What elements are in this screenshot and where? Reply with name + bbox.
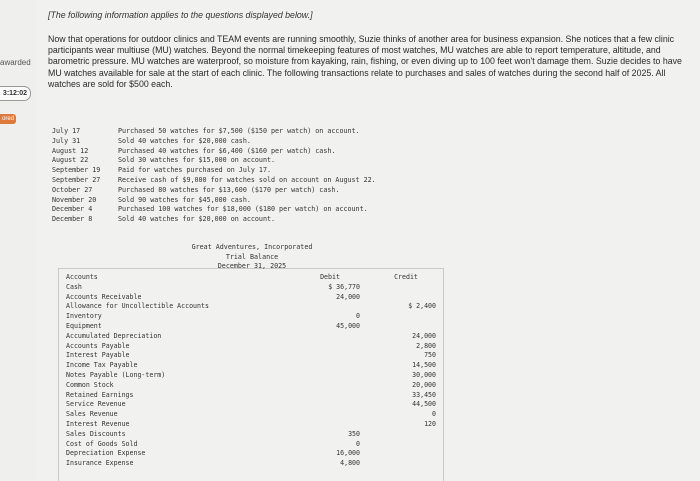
transaction-text: Purchased 80 watches for $13,600 ($170 per watch) cash. [118, 185, 340, 194]
table-row [66, 332, 436, 342]
table-header-row [66, 273, 436, 283]
transaction-date: November 20 [52, 195, 97, 204]
credit-cell: 2,800 [416, 341, 436, 350]
trial-balance-table [66, 273, 436, 469]
debit-cell: 0 [356, 439, 360, 448]
debit-cell: $ 36,770 [328, 282, 360, 291]
credit-column-header: Credit [394, 273, 418, 281]
intro-note: [The following information applies to the questions displayed below.] [48, 10, 313, 20]
debit-cell: 16,000 [336, 449, 360, 458]
account-cell: Sales Revenue [66, 410, 118, 419]
table-row [66, 283, 436, 293]
table-row [66, 293, 436, 303]
transaction-text: Purchased 40 watches for $6,400 ($160 per watch) cash. [118, 146, 336, 155]
table-row [66, 381, 436, 391]
transaction-list [52, 127, 376, 225]
debit-cell: 45,000 [336, 321, 360, 330]
account-cell: Retained Earnings [66, 390, 134, 399]
account-cell: Cost of Goods Sold [66, 439, 138, 448]
transaction-row [52, 147, 376, 157]
credit-cell: 20,000 [412, 380, 436, 389]
transaction-date: August 12 [52, 146, 89, 155]
table-row [66, 410, 436, 420]
transaction-row [52, 156, 376, 166]
debit-cell: 24,000 [336, 292, 360, 301]
transaction-date: July 17 [52, 127, 81, 135]
transaction-row [52, 137, 376, 147]
transaction-date: August 22 [52, 156, 89, 165]
status-badge: ored [1, 116, 14, 122]
account-cell: Accounts Receivable [66, 292, 142, 301]
transaction-date: September 19 [52, 166, 101, 175]
transaction-text: Purchased 50 watches for $7,500 ($150 per watch) on account. [118, 127, 360, 135]
transaction-row [52, 205, 376, 215]
account-cell: Interest Revenue [66, 419, 130, 428]
credit-cell: 44,500 [412, 400, 436, 409]
table-row [66, 312, 436, 322]
table-row [66, 322, 436, 332]
table-row [66, 391, 436, 401]
trial-balance-heading [172, 243, 332, 272]
scenario-text: Now that operations for outdoor clinics and TEAM events are running smoothly, Suzie thinks of another area for business expansion. She notices that a few clinic participants wear multiuse (MU) watches. Beyond the normal timekeeping features of most watches, MU watches are able to report temperature, altitude, and barometric pressure. MU watches are waterproof, so moisture from kayaking, rain, fishing, or even diving up to 100 feet won't damage them. Suzie decides to have MU watches available for sale at the start of each clinic. The following transactions relate to purchases and sales of watches during the second half of 2025. All watches are sold for $500 each. [48, 34, 682, 89]
transaction-text: Sold 90 watches for $45,000 cash. [118, 195, 251, 204]
credit-cell: 0 [432, 410, 436, 419]
account-cell: Inventory [66, 312, 102, 321]
account-cell: Depreciation Expense [66, 449, 146, 458]
table-row [66, 351, 436, 361]
table-row [66, 400, 436, 410]
left-rail [0, 0, 36, 480]
credit-cell: 24,000 [412, 331, 436, 340]
table-row [66, 361, 436, 371]
credit-cell: 750 [424, 351, 436, 360]
account-cell: Sales Discounts [66, 429, 126, 438]
table-row [66, 342, 436, 352]
transaction-text: Sold 40 watches for $20,000 cash. [118, 136, 251, 145]
account-cell: Common Stock [66, 380, 114, 389]
table-row [66, 420, 436, 430]
table-row [66, 449, 436, 459]
transaction-text: Receive cash of $9,000 for watches sold on account on August 22. [118, 175, 376, 184]
table-row [66, 440, 436, 450]
account-cell: Accounts Payable [66, 341, 130, 350]
debit-cell: 350 [348, 429, 360, 438]
report-title: Trial Balance [225, 252, 279, 261]
company-name: Great Adventures, Incorporated [191, 243, 313, 251]
account-cell: Service Revenue [66, 400, 126, 409]
credit-cell: 30,000 [412, 370, 436, 379]
account-cell: Cash [66, 282, 82, 291]
account-cell: Accumulated Depreciation [66, 331, 162, 340]
debit-cell: 4,800 [340, 459, 360, 468]
account-cell: Allowance for Uncollectible Accounts [66, 302, 209, 311]
transaction-date: December 4 [52, 205, 93, 214]
account-cell: Notes Payable (Long-term) [66, 370, 166, 379]
debit-column-header: Debit [320, 273, 340, 281]
credit-cell: $ 2,400 [408, 302, 436, 311]
account-cell: Equipment [66, 321, 102, 330]
transaction-row [52, 196, 376, 206]
transaction-date: December 8 [52, 215, 93, 224]
accounts-column-header: Accounts [66, 273, 98, 281]
report-date: December 31, 2025 [217, 262, 287, 271]
timer-badge: 3:12:02 [0, 86, 31, 101]
account-cell: Interest Payable [66, 351, 130, 360]
credit-cell: 14,500 [412, 361, 436, 370]
transaction-row [52, 127, 376, 137]
awarded-label: awarded [0, 58, 31, 67]
transaction-date: September 27 [52, 175, 101, 184]
debit-cell: 0 [356, 312, 360, 321]
transaction-row [52, 215, 376, 225]
transaction-row [52, 186, 376, 196]
transaction-text: Paid for watches purchased on July 17. [118, 166, 271, 175]
credit-cell: 33,450 [412, 390, 436, 399]
account-cell: Income Tax Payable [66, 361, 138, 370]
account-cell: Insurance Expense [66, 459, 134, 468]
transaction-date: October 27 [52, 185, 93, 194]
transaction-text: Purchased 100 watches for $18,000 ($180 per watch) on account. [118, 205, 368, 214]
table-row [66, 302, 436, 312]
transaction-row [52, 166, 376, 176]
transaction-text: Sold 30 watches for $15,000 on account. [118, 156, 276, 165]
question-content [48, 10, 693, 90]
transaction-text: Sold 40 watches for $20,000 on account. [118, 215, 276, 224]
transaction-date: July 31 [52, 136, 81, 145]
table-row [66, 459, 436, 469]
credit-cell: 120 [424, 419, 436, 428]
table-row [66, 430, 436, 440]
transaction-row [52, 176, 376, 186]
table-row [66, 371, 436, 381]
